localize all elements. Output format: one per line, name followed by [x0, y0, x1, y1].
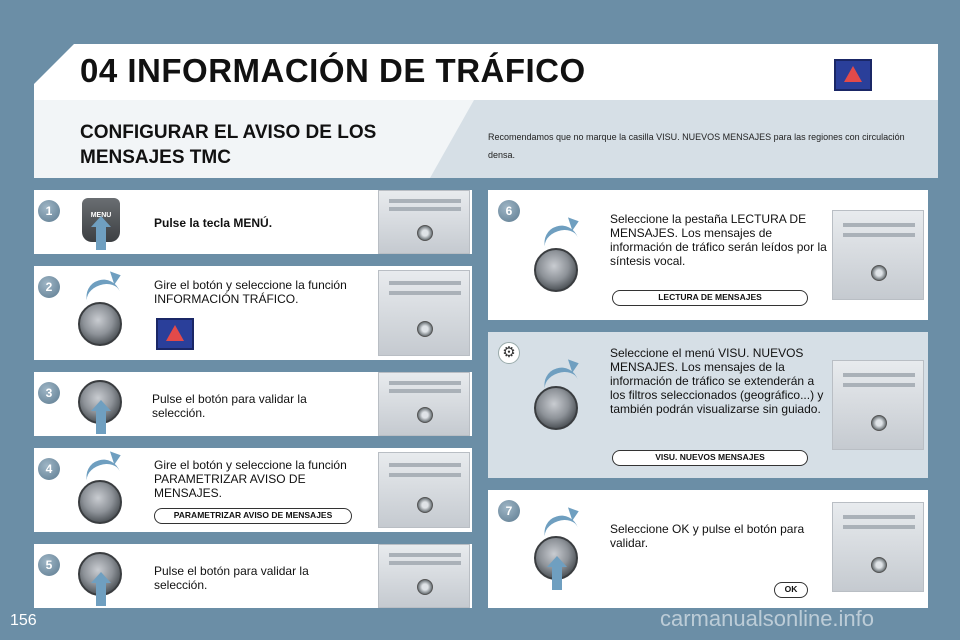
press-arrow-icon — [96, 226, 106, 250]
dial-icon — [417, 225, 433, 241]
radio-panel-thumbnail — [378, 452, 470, 528]
rotary-knob-icon — [534, 248, 578, 292]
ok-option: OK — [774, 582, 808, 598]
step-number: 4 — [38, 458, 60, 480]
radio-panel-thumbnail — [832, 502, 924, 592]
dial-icon — [417, 321, 433, 337]
dial-icon — [417, 407, 433, 423]
dial-icon — [871, 265, 887, 281]
radio-panel-thumbnail — [378, 372, 470, 436]
traffic-info-icon — [156, 318, 194, 350]
press-arrow-icon — [96, 582, 106, 606]
traffic-warning-icon — [834, 59, 872, 91]
step-number: 5 — [38, 554, 60, 576]
step-3-panel — [34, 372, 472, 436]
step-number: 1 — [38, 200, 60, 222]
rotary-knob-icon — [534, 386, 578, 430]
step-number: 6 — [498, 200, 520, 222]
rotate-arrow-icon — [540, 511, 578, 539]
step-1-panel — [34, 190, 472, 254]
visu-nuevos-mensajes-option: VISU. NUEVOS MENSAJES — [612, 450, 808, 466]
dial-icon — [417, 497, 433, 513]
step-text: Gire el botón y seleccione la función INFORMACIÓN TRÁFICO. — [154, 278, 347, 306]
radio-panel-thumbnail — [378, 190, 470, 254]
visu-step-panel — [488, 332, 928, 478]
step-text: Pulse el botón para validar la selección. — [154, 564, 309, 592]
press-arrow-icon — [552, 566, 562, 590]
step-number: 2 — [38, 276, 60, 298]
radio-panel-thumbnail — [378, 544, 470, 608]
parametrizar-aviso-option: PARAMETRIZAR AVISO DE MENSAJES — [154, 508, 352, 524]
step-7-panel — [488, 490, 928, 608]
gear-icon: ⚙ — [498, 342, 520, 364]
step-number: 3 — [38, 382, 60, 404]
step-5-panel — [34, 544, 472, 608]
step-text: Seleccione OK y pulse el botón para validar. — [610, 522, 805, 550]
press-arrow-icon — [96, 410, 106, 434]
rotary-knob-icon — [78, 302, 122, 346]
recommendation-note: Recomendamos que no marque la casilla VISU. NUEVOS MENSAJES para las regiones con circulación densa. — [488, 132, 905, 160]
step-text: Pulse el botón para validar la selección. — [152, 392, 307, 420]
step-text: Gire el botón y seleccione la función PARAMETRIZAR AVISO DE MENSAJES. — [154, 458, 347, 500]
step-text: Seleccione la pestaña LECTURA DE MENSAJES. Los mensajes de información de tráfico serán leídos por la síntesis vocal. — [610, 212, 827, 268]
dial-icon — [871, 557, 887, 573]
rotate-arrow-icon — [540, 221, 578, 249]
section-title: CONFIGURAR EL AVISO DE LOS MENSAJES TMC — [80, 122, 377, 168]
step-number: 7 — [498, 500, 520, 522]
page-number: 156 — [10, 612, 37, 629]
radio-panel-thumbnail — [378, 270, 470, 356]
page-title: 04 INFORMACIÓN DE TRÁFICO — [80, 52, 586, 89]
step-text: Seleccione el menú VISU. NUEVOS MENSAJES. Los mensajes de la información de tráfico se extenderán a los filtros seleccionados (geográfico...) y también podrán visualizarse sin guiado. — [610, 346, 824, 416]
step-6-panel — [488, 190, 928, 320]
watermark: carmanualsonline.info — [660, 606, 875, 631]
rotary-knob-icon — [78, 480, 122, 524]
radio-panel-thumbnail — [832, 360, 924, 450]
rotate-arrow-icon — [82, 455, 120, 483]
rotate-arrow-icon — [82, 275, 120, 303]
dial-icon — [871, 415, 887, 431]
lectura-mensajes-option: LECTURA DE MENSAJES — [612, 290, 808, 306]
step-4-panel — [34, 448, 472, 532]
step-text: Pulse la tecla MENÚ. — [154, 216, 273, 230]
dial-icon — [417, 579, 433, 595]
step-2-panel — [34, 266, 472, 360]
radio-panel-thumbnail — [832, 210, 924, 300]
